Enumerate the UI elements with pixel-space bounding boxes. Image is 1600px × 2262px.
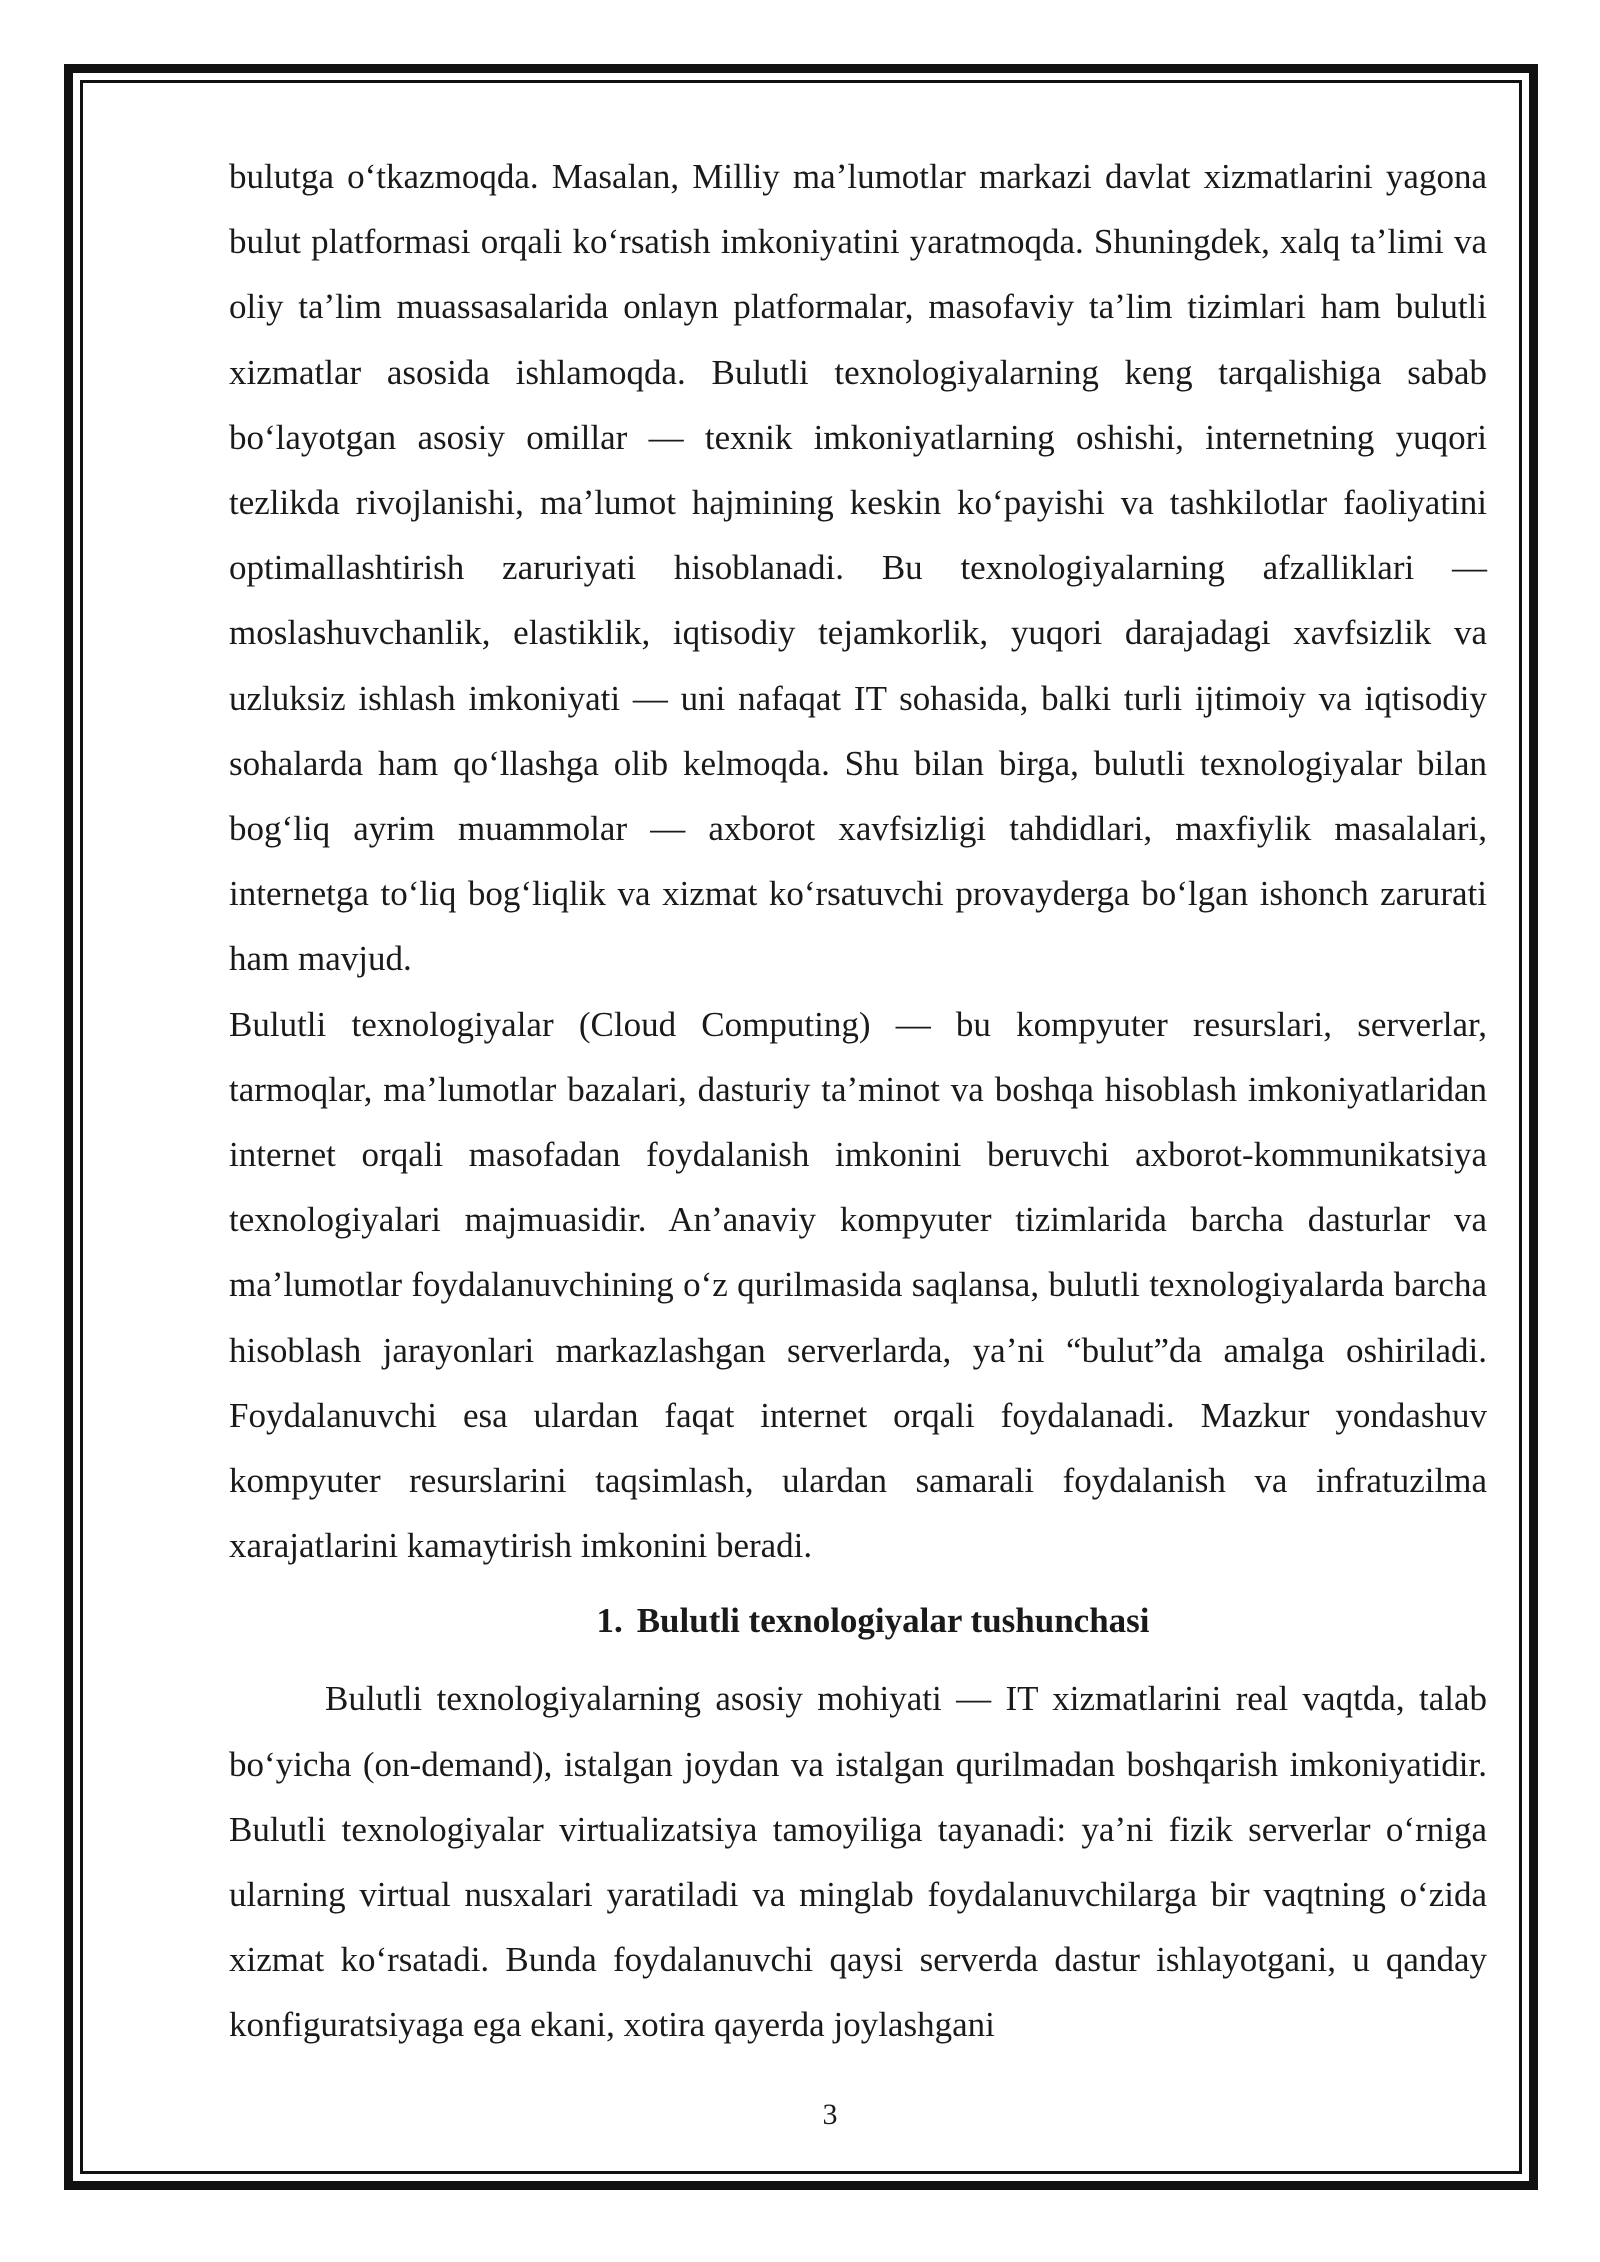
section-heading [229, 1578, 1487, 1666]
paragraph-section-body: Bulutli texnologiyalarning asosiy mohiyati — IT xizmatlarini real vaqtda, talab boʻyicha (on-demand), istalgan joydan va istalgan qurilmadan boshqarish imkoniyatidir. Bulutli texnologiyalar virtualizatsiya tamoyiliga tayanadi: yaʼni fizik serverlar oʻrniga ularning virtual nusxalari yaratiladi va minglab foydalanuvchilarga bir vaqtning oʻzida xizmat koʻrsatadi. Bunda foydalanuvchi qaysi serverda dastur ishlayotgani, u qanday konfiguratsiyaga ega ekani, xotira qayerda joylashgani [229, 1679, 1487, 2045]
paragraph-intro-continued: bulutga oʻtkazmoqda. Masalan, Milliy maʼlumotlar markazi davlat xizmatlarini yagona bulut platformasi orqali koʻrsatish imkoniyatini yaratmoqda. Shuningdek, xalq taʼlimi va oliy taʼlim muassasalarida onlayn platformalar, masofaviy taʼlim tizimlari ham bulutli xizmatlar asosida ishlamoqda. Bulutli texnologiyalarning keng tarqalishiga sabab boʻlayotgan asosiy omillar — texnik imkoniyatlarning oshishi, internetning yuqori tezlikda rivojlanishi, maʼlumot hajmining keskin koʻpayishi va tashkilotlar faoliyatini optimallashtirish zaruriyati hisoblanadi. Bu texnologiyalarning afzalliklari — moslashuvchanlik, elastiklik, iqtisodiy tejamkorlik, yuqori darajadagi xavfsizlik va uzluksiz ishlash imkoniyati — uni nafaqat IT sohasida, balki turli ijtimoiy va iqtisodiy sohalarda ham qoʻllashga olib kelmoqda. Shu bilan birga, bulutli texnologiyalar bilan bogʻliq ayrim muammolar — axborot xavfsizligi tahdidlari, maxfiylik masalalari, internetga toʻliq bogʻliqlik va xizmat koʻrsatuvchi provayderga boʻlgan ishonch zarurati ham mavjud. [229, 157, 1487, 979]
section-title: Bulutli texnologiyalar tushunchasi [636, 1601, 1150, 1641]
section-number: 1. [596, 1601, 623, 1641]
document-body [229, 144, 1487, 2058]
page-number: 3 [822, 2098, 838, 2131]
paragraph-cloud-definition: Bulutli texnologiyalar (Cloud Computing) — bu kompyuter resurslari, serverlar, tarmoqlar, maʼlumotlar bazalari, dasturiy taʼminot va boshqa hisoblash imkoniyatlaridan internet orqali masofadan foydalanish imkonini beruvchi axborot-kommunikatsiya texnologiyalari majmuasidir. Anʼanaviy kompyuter tizimlarida barcha dasturlar va maʼlumotlar foydalanuvchining oʻz qurilmasida saqlansa, bulutli texnologiyalarda barcha hisoblash jarayonlari markazlashgan serverlarda, yaʼni “bulut”da amalga oshiriladi. Foydalanuvchi esa ulardan faqat internet orqali foydalanadi. Mazkur yondashuv kompyuter resurslarini taqsimlash, ulardan samarali foydalanish va infratuzilma xarajatlarini kamaytirish imkonini beradi. [229, 1004, 1487, 1566]
